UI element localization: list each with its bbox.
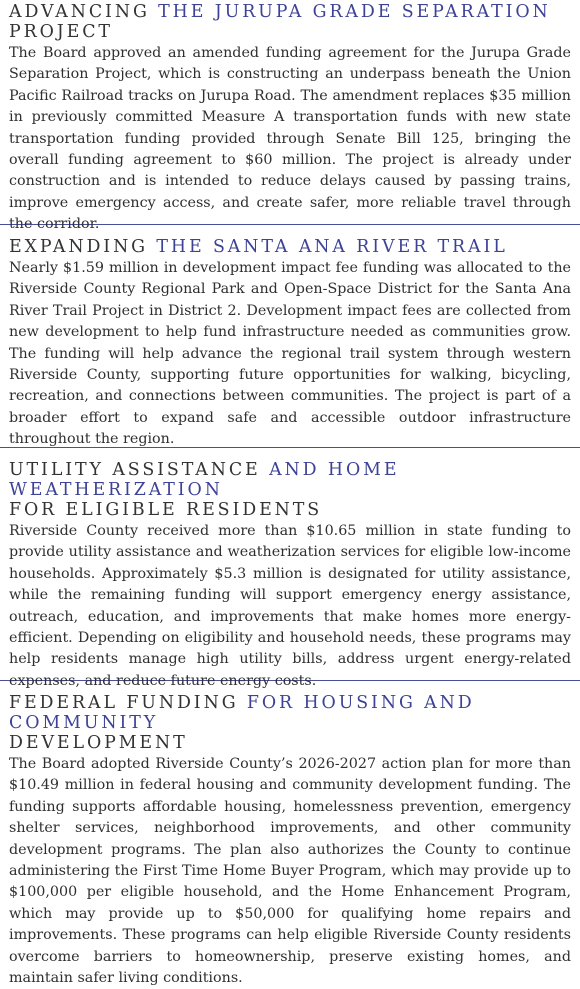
section-body: The Board adopted Riverside County’s 2026-2027 action plan for more than $10.49 million in federal housing and community development funding. The funding supports affordable housing, homelessness prevention, emergency shelter services, neighborhood improvements, and other community development programs. The plan also authorizes the County to continue administering the First Time Home Buyer Program, which may provide up to $100,000 per eligible household, and the Home Enhancement Program, which may provide up to $50,000 for qualifying home repairs and improvements. These programs can help eligible Riverside County residents overcome barriers to homeownership, preserve existing homes, and maintain safer living conditions. (9, 756, 571, 987)
section-federal-housing-funding (0, 681, 580, 989)
section-heading (9, 691, 571, 753)
heading-lead: ADVANCING (9, 2, 159, 22)
heading-lead: EXPANDING (9, 237, 157, 257)
heading-lead: UTILITY ASSISTANCE (9, 460, 270, 480)
heading-rest: FOR ELIGIBLE RESIDENTS (9, 500, 323, 520)
section-jurupa-grade-separation (0, 0, 580, 233)
heading-lead: FEDERAL FUNDING (9, 693, 247, 713)
section-heading (9, 458, 571, 520)
heading-accent: THE JURUPA GRADE SEPARATION (158, 2, 551, 22)
heading-rest: PROJECT (9, 22, 113, 42)
heading-rest: DEVELOPMENT (9, 733, 188, 753)
section-heading (9, 0, 571, 42)
heading-accent: THE SANTA ANA RIVER TRAIL (156, 237, 508, 257)
section-utility-assistance (0, 448, 580, 689)
heading-accent: FOR HOUSING AND COMMUNITY (9, 693, 475, 733)
section-body: Riverside County received more than $10.65 million in state funding to provide utility assistance and weatherization services for eligible low-income households. Approximately $5.3 million is designated for utility assistance, while the remaining funding will support emergency energy assistance, outreach, education, and improvements that make homes more energy-efficient. Depending on eligibility and household needs, these programs may help residents manage high utility bills, address urgent energy-related expenses, and reduce future energy costs. (9, 523, 571, 689)
section-body: The Board approved an amended funding agreement for the Jurupa Grade Separation Project, which is constructing an underpass beneath the Union Pacific Railroad tracks on Jurupa Road. The amendment replaces $35 million in previously committed Measure A transportation funds with new state transportation funding provided through Senate Bill 125, bringing the overall funding agreement to $60 million. The project is already under construction and is intended to reduce delays caused by passing trains, improve emergency access, and create safer, more reliable travel through the corridor. (9, 45, 571, 233)
section-heading (9, 235, 571, 257)
section-body: Nearly $1.59 million in development impact fee funding was allocated to the Riverside County Regional Park and Open-Space District for the Santa Ana River Trail Project in District 2. Development impact fees are collected from new development to help fund infrastructure needed as communities grow. The funding will help advance the regional trail system through western Riverside County, supporting future opportunities for walking, bicycling, recreation, and connections between communities. The project is part of a broader effort to expand safe and accessible outdoor infrastructure throughout the region. (9, 260, 571, 448)
section-santa-ana-river-trail (0, 225, 580, 448)
heading-accent: AND HOME WEATHERIZATION (9, 460, 400, 500)
